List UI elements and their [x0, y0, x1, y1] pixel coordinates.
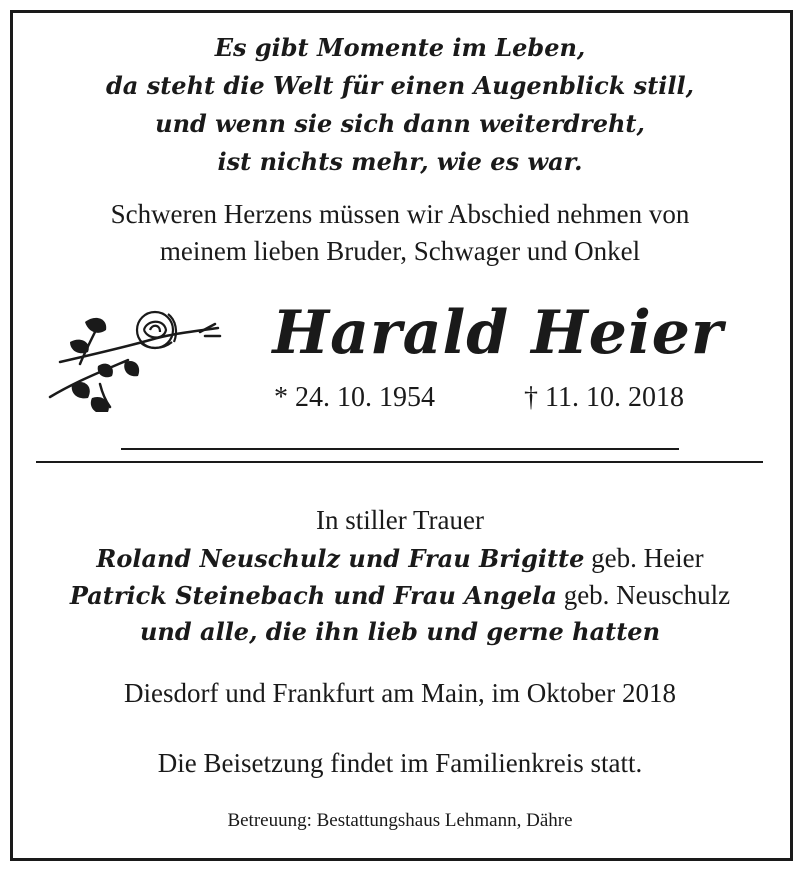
mourner-names: und alle, die ihn lieb und gerne hatten	[139, 617, 661, 646]
mourner-line	[0, 614, 800, 650]
place-date: Diesdorf und Frankfurt am Main, im Oktober 2018	[124, 678, 676, 708]
mourner-names: Patrick Steinebach und Frau Angela	[69, 581, 557, 610]
death-date: † 11. 10. 2018	[524, 382, 684, 413]
poem-line: Es gibt Momente im Leben,	[214, 33, 586, 62]
burial-note: Die Beisetzung findet im Familienkreis statt.	[157, 748, 643, 778]
divider-long	[36, 461, 763, 463]
funeral-home-credit: Betreuung: Bestattungshaus Lehmann, Dähre	[227, 810, 573, 831]
intro-line: meinem lieben Bruder, Schwager und Onkel	[159, 236, 641, 266]
birth-date: * 24. 10. 1954	[274, 382, 435, 413]
intro-text	[0, 196, 800, 270]
mourner-suffix: geb. Heier	[584, 543, 704, 573]
mourner-line	[0, 540, 800, 577]
intro-line: Schweren Herzens müssen wir Abschied nehmen von	[110, 199, 690, 229]
mourners-list	[0, 540, 800, 650]
deceased-name: Harald Heier	[272, 298, 724, 368]
poem-line: und wenn sie sich dann weiterdreht,	[155, 109, 645, 138]
rose-icon	[40, 302, 225, 412]
mourner-line	[0, 577, 800, 614]
poem-line: ist nichts mehr, wie es war.	[217, 147, 583, 176]
poem	[0, 29, 800, 181]
mourning-heading: In stiller Trauer	[316, 505, 484, 535]
divider-short	[121, 448, 679, 450]
mourner-names: Roland Neuschulz und Frau Brigitte	[96, 544, 585, 573]
mourner-suffix: geb. Neuschulz	[556, 580, 731, 610]
poem-line: da steht die Welt für einen Augenblick still,	[106, 71, 694, 100]
